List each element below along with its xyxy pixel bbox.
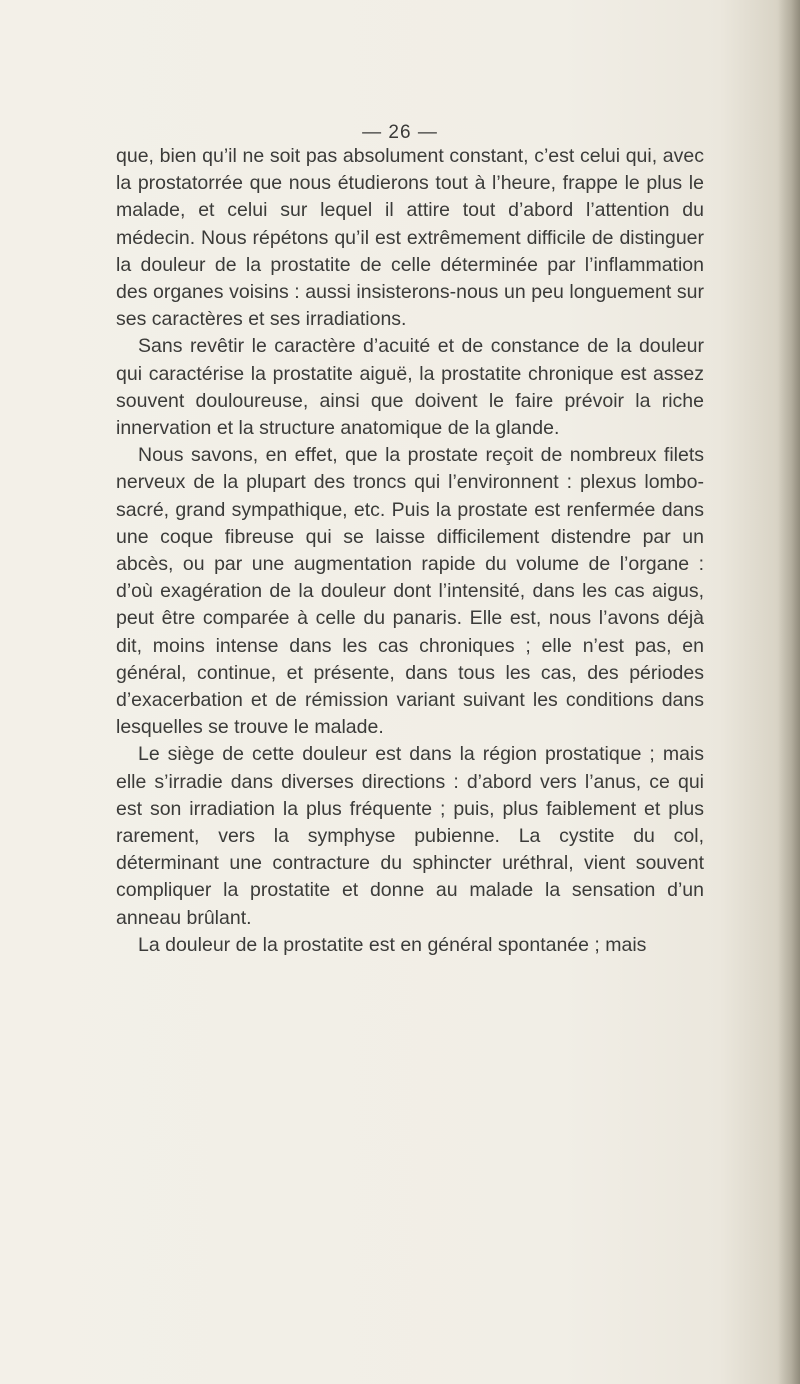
page-edge-shadow <box>778 0 800 1384</box>
paragraph-4: Le siège de cette douleur est dans la région prostatique ; mais elle s’irradie dans diverses directions : d’abord vers l’anus, ce qui est son irradiation la plus fréquente ; puis, plus faiblement et plus rarement, vers la symphyse pubienne. La cystite du col, déterminant une contracture du sphincter uréthral, vient souvent compliquer la prostatite et donne au malade la sensation d’un anneau brûlant. <box>116 743 704 929</box>
paragraph-3: Nous savons, en effet, que la prostate reçoit de nombreux filets nerveux de la plupart des troncs qui l’environnent : plexus lombo-sacré, grand sympathique, etc. Puis la prostate est renfermée dans une coque fibreuse qui se laisse difficilement distendre par un abcès, ou par une augmentation rapide du volume de l’organe : d’où exagération de la douleur dont l’intensité, dans les cas aigus, peut être comparée à celle du panaris. Elle est, nous l’avons déjà dit, moins intense dans les cas chroniques ; elle n’est pas, en général, continue, et présente, dans tous les cas, des périodes d’exacerbation et de rémission variant suivant les conditions dans lesquelles se trouve le malade. <box>116 444 704 739</box>
paragraph-5: La douleur de la prostatite est en général spontanée ; mais <box>138 933 647 956</box>
paragraph-2: Sans revêtir le caractère d’acuité et de constance de la douleur qui caractérise la prostatite aiguë, la prostatite chronique est assez souvent douloureuse, ainsi que doivent le faire prévoir la riche innervation et la structure anatomique de la glande. <box>116 335 704 440</box>
paragraph-1: que, bien qu’il ne soit pas absolument constant, c’est celui qui, avec la prostatorrée que nous étudierons tout à l’heure, frappe le plus le malade, et celui sur lequel il attire tout d’abord l’attention du médecin. Nous répétons qu’il est extrêmement difficile de distinguer la douleur de la prostatite de celle déterminée par l’inflammation des organes voisins : aussi insisterons-nous un peu longuement sur ses caractères et ses irradiations. <box>116 145 704 331</box>
body-text <box>116 143 704 959</box>
page-number: — 26 — <box>362 122 438 143</box>
